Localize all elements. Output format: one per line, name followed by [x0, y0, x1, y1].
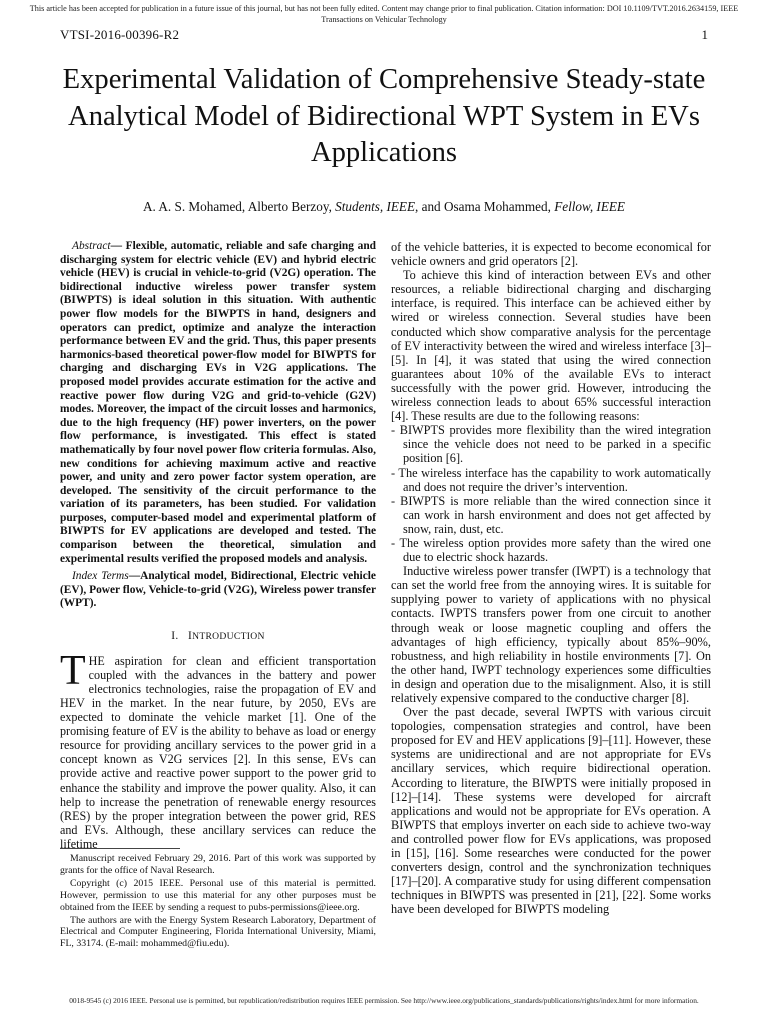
body-paragraph-1: of the vehicle batteries, it is expected to become economical for vehicle owners and grid operators [2]. — [391, 240, 711, 269]
abstract-text: — Flexible, automatic, reliable and safe charging and discharging system for electric vehicle (EV) and hybrid electric vehicle (HEV) is crucial in vehicle-to-grid (V2G) operation. The bidirectional inductive wireless power transfer system (BIWPTS) is ideal solution in this situation. With authentic power flow models for the BIWPTS in hand, designers and operators can predict, optimize and analyze the interaction performance between EV and the grid. Thus, this paper presents harmonics-based theoretical power-flow model for BIWPTS for charging and discharging EVs in V2G applications. The proposed model provides accurate estimation for the active and reactive power flow during V2G and grid-to-vehicle (G2V) modes. Moreover, the impact of the circuit losses and harmonics, due to the high frequency (HF) power inverters, on the power flow performance, is investigated. This effect is stated mathematically by four novel power flow criteria formulas. Also, new conditions for achieving maximum active and reactive power, and unity and zero power factor system operation, are developed. The sensitivity of the circuit performance to the variation of its parameters, has been studied. For validation purposes, computer-based model and experimental platform of BIWPTS for EV applications are developed and tested. The comparison between the theoretical, simulation and experimental results verified the proposed models and analysis. — [60, 240, 376, 565]
footnote-manuscript: Manuscript received February 29, 2016. Part of this work was supported by grants for the office of Naval Research. — [60, 853, 376, 876]
author-role-2: Fellow, IEEE — [554, 199, 625, 214]
copyright-notice: 0018-9545 (c) 2016 IEEE. Personal use is permitted, but republication/redistribution requires IEEE permission. See http://www.ieee.org/publications_standards/publications/rights/index.html for more information. — [69, 996, 699, 1005]
author-line — [60, 199, 708, 215]
left-column — [60, 240, 376, 851]
index-terms-label: Index Terms — [72, 570, 129, 583]
publication-banner: This article has been accepted for publication in a future issue of this journal, but has not been fully edited. Content may change prior to final publication. Citation information: DOI 10.1109/TVT.2016.2634159, IEEE Transactions on Vehicular Technology — [29, 4, 739, 24]
intro-paragraph — [60, 648, 376, 851]
footnote-copyright: Copyright (c) 2015 IEEE. Personal use of this material is permitted. However, permission to use this material for any other purposes must be obtained from the IEEE by sending a request to pubs-permissions@ieee.org. — [60, 877, 376, 913]
author-names-1: A. A. S. Mohamed, Alberto Berzoy, — [143, 199, 336, 214]
right-column — [391, 240, 711, 917]
intro-text: HE aspiration for clean and efficient transportation coupled with the advances in the battery and power electronics technologies, raise the propagation of EV and HEV in the market. In the near future, by 2050, EVs are expected to dominate the vehicle market [1]. One of the promising feature of EV is the ability to behave as load or energy resource for providing ancillary services to the power grid in a concept known as V2G services [2]. In this sense, EVs can provide active and reactive power support to the power grid to enhance the stability and improve the power quality. Also, it can help to increase the penetration of renewable energy resources (RES) by the proper integration between the power grid, RES and EVs. Although, these ancillary services can reduce the lifetime — [60, 654, 376, 851]
footnote-rule — [60, 848, 180, 849]
abstract-label: Abstract — [72, 240, 111, 252]
index-terms-text: —Analytical model, Bidirectional, Electric vehicle (EV), Power flow, Vehicle-to-grid (V2G), Wireless power transfer (WPT). — [60, 570, 376, 610]
paper-title: Experimental Validation of Comprehensive Steady-state Analytical Model of Bidirectional WPT System in EVs Applications — [62, 64, 706, 168]
section-heading-introduction — [60, 629, 376, 644]
drop-cap: T — [60, 648, 86, 695]
section-title-rest: NTRODUCTION — [192, 631, 265, 643]
abstract — [60, 240, 376, 566]
author-names-2: , and Osama Mohammed, — [415, 199, 555, 214]
list-item: - The wireless interface has the capability to work automatically and does not require the driver’s intervention. — [391, 465, 711, 494]
section-number: I. — [171, 630, 179, 643]
list-item: - The wireless option provides more safety than the wired one due to electric shock hazards. — [391, 535, 711, 565]
section-title-first: I — [188, 630, 193, 643]
body-paragraph-4: Over the past decade, several IWPTS with various circuit topologies, compensation strategies and control, have been proposed for EV and HEV applications [9]–[11]. However, these systems are unidirectional and are not appropriate for EVs ancillary services, which require bidirectional operation. According to literature, the BIWPTS were initially proposed in [12]–[14]. These systems were developed for aircraft applications and would not be appropriate for EVs operation. A BIWPTS that employs inverter on each side to achieve two-way and controlled power flow for EVs applications, was proposed in [15], [16]. Some researches were conducted for the power converters design, control and the synchronization techniques [17]–[20]. A comparative study for using different compensation techniques in BIWPTS was presented in [21], [22]. Some works have been developed for BIWPTS modeling — [391, 705, 711, 917]
footnotes — [60, 853, 376, 951]
author-role-1: Students, IEEE — [335, 199, 416, 214]
document-id: VTSI-2016-00396-R2 — [60, 27, 180, 42]
reasons-list — [391, 423, 711, 564]
index-terms — [60, 570, 376, 611]
list-item: - BIWPTS is more reliable than the wired connection since it can work in harsh environment and does not get affected by snow, rain, dust, etc. — [391, 493, 711, 536]
list-item: - BIWPTS provides more flexibility than the wired integration since the vehicle does not need to be parked in a specific position [6]. — [391, 423, 711, 466]
page-number: 1 — [701, 27, 708, 42]
body-paragraph-2: To achieve this kind of interaction between EVs and other resources, a reliable bidirectional charging and discharging interface, is required. This interface can be achieved either by wired or wireless connection. Several studies have been conducted which show comparative analysis for the percentage of EV interactivity between the wired and wireless interface [3]–[5]. In [4], it was stated that using the wired connection guarantees about 10% of the available EVs to interact successfully with the power grid. However, introducing the wireless connection leads to about 65% successful interaction [4]. These results are due to the following reasons: — [391, 268, 711, 424]
footnote-authors: The authors are with the Energy System Research Laboratory, Department of Electrical and Computer Engineering, Florida International University, Miami, FL, 33174. (E-mail: mohammed@fiu.edu). — [60, 914, 376, 950]
body-paragraph-3: Inductive wireless power transfer (IWPT) is a technology that can set the world free from the annoying wires. It is suitable for supplying power to variety of applications with no physical contacts. IWPTS transfers power from one circuit to another through weak or loose magnetic coupling and offers the advantages of high efficiency, typically about 85%–90%, robustness, and high reliability in hostile environments [7]. On the other hand, IWPT technology experiences some difficulties in design and operation due to the misalignment. Also, it is still relatively expensive compared to the conductive charger [8]. — [391, 564, 711, 705]
